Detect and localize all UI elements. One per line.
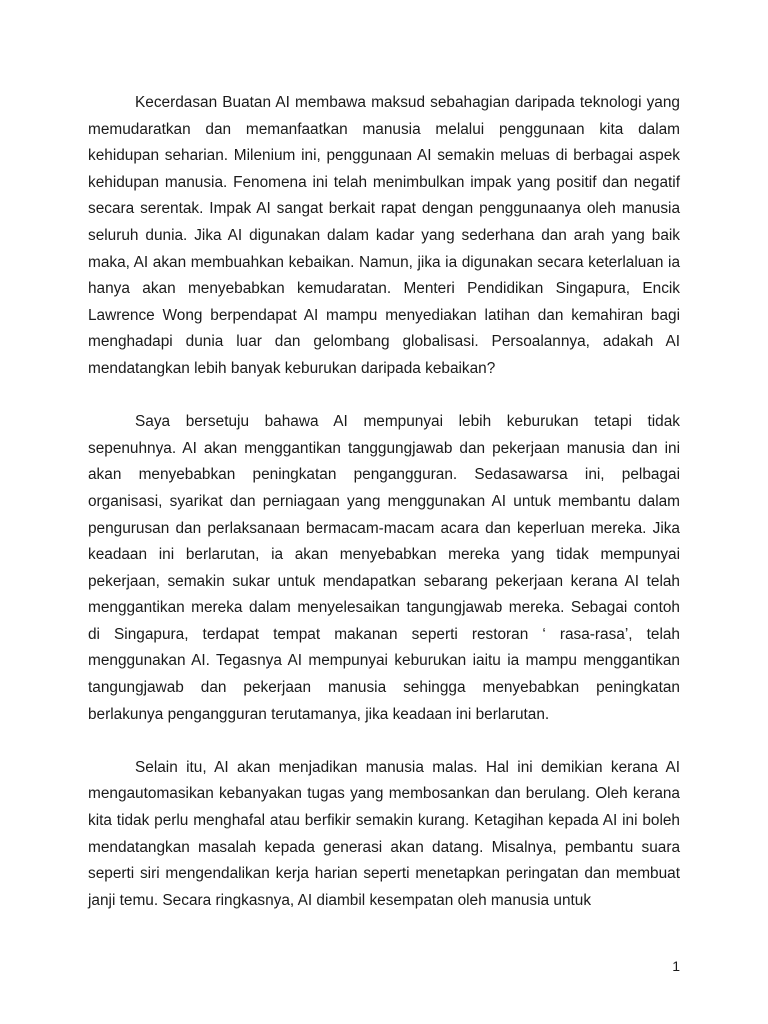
paragraph-3: Selain itu, AI akan menjadikan manusia malas. Hal ini demikian kerana AI mengautomasikan kebanyakan tugas yang membosankan dan berulang. Oleh kerana kita tidak perlu menghafal atau berfikir semakin kurang. Ketagihan kepada AI ini boleh mendatangkan masalah kepada generasi akan datang. Misalnya, pembantu suara seperti siri mengendalikan kerja harian seperti menetapkan peringatan dan membuat janji temu. Secara ringkasnya, AI diambil kesempatan oleh manusia untuk: [88, 758, 680, 909]
paragraph-1: Kecerdasan Buatan AI membawa maksud sebahagian daripada teknologi yang memudaratkan dan memanfaatkan manusia melalui penggunaan kita dalam kehidupan seharian. Milenium ini, penggunaan AI semakin meluas di berbagai aspek kehidupan manusia. Fenomena ini telah menimbulkan impak yang positif dan negatif secara serentak. Impak AI sangat berkait rapat dengan penggunaanya oleh manusia seluruh dunia. Jika AI digunakan dalam kadar yang sederhana dan arah yang baik maka, AI akan membuahkan kebaikan. Namun, jika ia digunakan secara keterlaluan ia hanya akan menyebabkan kemudaratan. Menteri Pendidikan Singapura, Encik Lawrence Wong berpendapat AI mampu menyediakan latihan dan kemahiran bagi menghadapi dunia luar dan gelombang globalisasi. Persoalannya, adakah AI mendatangkan lebih banyak keburukan daripada kebaikan?: [88, 94, 680, 377]
page-number: 1: [672, 958, 680, 974]
body-text: [88, 90, 680, 914]
paragraph-2: Saya bersetuju bahawa AI mempunyai lebih keburukan tetapi tidak sepenuhnya. AI akan menggantikan tanggungjawab dan pekerjaan manusia dan ini akan menyebabkan peningkatan pengangguran. Sedasawarsa ini, pelbagai organisasi, syarikat dan perniagaan yang menggunakan AI untuk membantu dalam pengurusan dan perlaksanaan bermacam-macam acara dan keperluan mereka. Jika keadaan ini berlarutan, ia akan menyebabkan mereka yang tidak mempunyai pekerjaan, semakin sukar untuk mendapatkan sebarang pekerjaan kerana AI telah menggantikan mereka dalam menyelesaikan tangungjawab mereka. Sebagai contoh di Singapura, terdapat tempat makanan seperti restoran ‘ rasa-rasa’, telah menggunakan AI. Tegasnya AI mempunyai keburukan iaitu ia mampu menggantikan tangungjawab dan pekerjaan manusia sehingga menyebabkan peningkatan berlakunya pengangguran terutamanya, jika keadaan ini berlarutan.: [88, 413, 680, 723]
